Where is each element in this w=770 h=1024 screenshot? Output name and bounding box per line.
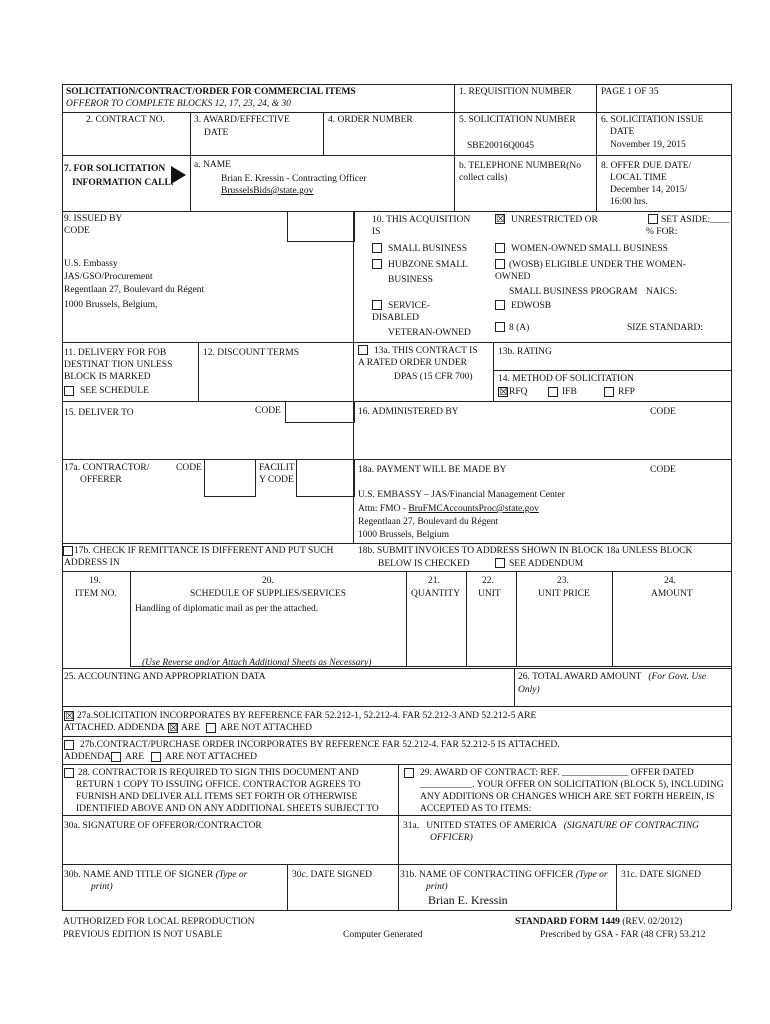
- div: [612, 571, 613, 666]
- sdvosb-checkbox[interactable]: [372, 300, 382, 310]
- solicitation-number-value: SBE20016Q0045: [467, 141, 535, 151]
- invoice-label-2: BELOW IS CHECKED: [378, 559, 470, 569]
- 27a-are-not-checkbox[interactable]: [206, 723, 216, 733]
- 27b-are-label: ARE: [125, 752, 144, 762]
- reverse-sheets-note: (Use Reverse and/or Attach Additional Sheets as Necessary): [142, 658, 372, 668]
- form-title: SOLICITATION/CONTRACT/ORDER FOR COMMERCIAL ITEMS: [66, 87, 356, 97]
- div: [287, 864, 288, 910]
- 28-checkbox[interactable]: [64, 768, 74, 778]
- page-number: PAGE 1 OF 35: [601, 87, 659, 97]
- 27a-are-checkbox[interactable]: ☒: [169, 723, 178, 734]
- col-unit-num: 22.: [482, 576, 494, 586]
- div: [62, 112, 731, 113]
- signer-name-label: [64, 869, 247, 881]
- 27a-label: 27a.SOLICITATION INCORPORATES BY REFERENCE FAR 52.212-1, 52.212-4. FAR 52.212-3 AND 52.212-5 ARE: [77, 711, 537, 721]
- col-quantity-num: 21.: [428, 576, 440, 586]
- div: [190, 155, 191, 211]
- col-quantity: QUANTITY: [411, 589, 461, 599]
- 27a-checkbox[interactable]: ☒: [65, 711, 74, 722]
- issued-by-code-label: CODE: [64, 226, 90, 236]
- wosb-label: (WOSB) ELIGIBLE UNDER THE WOMEN-: [509, 260, 686, 270]
- div: [62, 543, 731, 544]
- deliver-code-box: [285, 401, 355, 423]
- div: [198, 342, 199, 401]
- div: [406, 571, 407, 666]
- co-name-text: 31b. NAME OF CONTRACTING OFFICER: [400, 870, 574, 880]
- co-name-value: Brian E. Kressin: [428, 893, 508, 907]
- see-addendum-label: SEE ADDENDUM: [509, 559, 584, 569]
- offeror-date-label: 30c. DATE SIGNED: [292, 870, 372, 880]
- rfp-label: RFP: [618, 387, 635, 397]
- set-aside-checkbox[interactable]: [648, 214, 658, 224]
- method-label: 14. METHOD OF SOLICITATION: [498, 374, 634, 384]
- div: [62, 864, 731, 865]
- hubzone-label-2: BUSINESS: [388, 275, 433, 285]
- payment-label: 18a. PAYMENT WILL BE MADE BY: [358, 465, 507, 475]
- footer-computer-generated: Computer Generated: [343, 930, 423, 940]
- hubzone-checkbox[interactable]: [372, 259, 382, 269]
- col-unit-price-num: 23.: [557, 576, 569, 586]
- ifb-checkbox[interactable]: [548, 387, 558, 397]
- 27b-are-not-label: ARE NOT ATTACHED: [165, 752, 257, 762]
- contact-name-value: Brian E. Kressin - Contracting Officer: [221, 174, 367, 184]
- telephone-label: b. TELEPHONE NUMBER(No: [459, 161, 582, 171]
- footer-reproduction: AUTHORIZED FOR LOCAL REPRODUCTION: [63, 917, 255, 927]
- bottom-border: [62, 910, 731, 911]
- solicitation-number-label: 5. SOLICITATION NUMBER: [459, 115, 576, 125]
- contractor-sign-label-2: RETURN 1 COPY TO ISSUING OFFICE. CONTRACTOR AGREES TO: [76, 780, 361, 790]
- offeror-signature-label: 30a. SIGNATURE OF OFFEROR/CONTRACTOR: [64, 821, 262, 831]
- footer-previous-edition: PREVIOUS EDITION IS NOT USABLE: [63, 930, 223, 940]
- contractor-label: 17a. CONTRACTOR/: [64, 463, 150, 473]
- hubzone-label: HUBZONE SMALL: [388, 260, 468, 270]
- small-business-label: SMALL BUSINESS: [388, 244, 468, 254]
- div: [454, 84, 455, 211]
- footer-form-rev: (REV. 02/2012): [622, 917, 683, 927]
- form-subtitle: OFFEROR TO COMPLETE BLOCKS 12, 17, 23, 24, & 30: [66, 99, 291, 109]
- 27b-are-checkbox[interactable]: [111, 752, 121, 762]
- 27a-addenda-label: ATTACHED. ADDENDA: [64, 723, 165, 733]
- edwosb-label: EDWOSB: [511, 301, 552, 311]
- delivery-fob-label-2: DESTINAT TION UNLESS: [64, 360, 173, 370]
- total-award-label: [518, 671, 706, 683]
- div: [516, 571, 517, 666]
- acquisition-label-2: IS: [372, 227, 381, 237]
- size-standard-label: SIZE STANDARD:: [627, 323, 704, 333]
- div: [353, 342, 354, 401]
- col-amount-num: 24.: [664, 576, 676, 586]
- sb-program-label: SMALL BUSINESS PROGRAM: [509, 287, 638, 297]
- invoice-label: 18b. SUBMIT INVOICES TO ADDRESS SHOWN IN BLOCK 18a UNLESS BLOCK: [358, 546, 693, 556]
- contractor-sign-label: 28. CONTRACTOR IS REQUIRED TO SIGN THIS DOCUMENT AND: [78, 768, 359, 778]
- ifb-label: IFB: [562, 387, 577, 397]
- payment-address-line: 1000 Brussels, Belgium: [358, 530, 450, 540]
- delivery-fob-label-3: BLOCK IS MARKED: [64, 372, 151, 382]
- delivery-fob-label: 11. DELIVERY FOR FOB: [64, 348, 167, 358]
- signer-name-label-2: print): [91, 882, 113, 892]
- unrestricted-checkbox[interactable]: ☒: [496, 214, 505, 225]
- edwosb-checkbox[interactable]: [495, 300, 505, 310]
- div: [62, 571, 731, 572]
- top-border: [62, 84, 731, 85]
- eight-a-label: 8 (A): [509, 323, 530, 333]
- discount-terms-label: 12. DISCOUNT TERMS: [203, 348, 299, 358]
- co-signature-sig: (SIGNATURE OF CONTRACTING: [563, 821, 700, 831]
- co-signature-num: 31a.: [403, 821, 420, 831]
- remittance-label-2: ADDRESS IN: [64, 558, 120, 568]
- right-border: [731, 84, 732, 910]
- set-aside-label: SET ASIDE:____: [661, 215, 730, 225]
- payment-address-line: [358, 503, 539, 515]
- div: [62, 706, 731, 707]
- div: [493, 342, 494, 401]
- telephone-label-2: collect calls): [459, 173, 508, 183]
- co-name-label-2: print): [426, 882, 448, 892]
- div: [493, 370, 731, 371]
- left-border: [62, 84, 63, 910]
- col-schedule: SCHEDULE OF SUPPLIES/SERVICES: [190, 589, 347, 599]
- remittance-label: 17b. CHECK IF REMITTANCE IS DIFFERENT AND PUT SUCH: [74, 546, 334, 556]
- col-schedule-num: 20.: [262, 576, 274, 586]
- award-contract-label: 29. AWARD OF CONTRACT: REF. ______________ OFFER DATED: [420, 768, 694, 778]
- contractor-sign-label-4: IDENTIFIED ABOVE AND ON ANY ADDITIONAL SHEETS SUBJECT TO: [76, 804, 379, 814]
- 27a-are-not-label: ARE NOT ATTACHED: [220, 723, 312, 733]
- award-date-label-2: DATE: [204, 128, 229, 138]
- rated-order-label-2: A RATED ORDER UNDER: [358, 358, 467, 368]
- rated-order-label-3: DPAS (15 CFR 700): [394, 372, 473, 382]
- contact-name-label: a. NAME: [194, 160, 231, 170]
- total-award-text: 26. TOTAL AWARD AMOUNT: [518, 672, 642, 682]
- issued-code-box: [287, 211, 355, 242]
- co-name-label: [400, 869, 608, 881]
- wosb-checkbox[interactable]: [495, 259, 505, 269]
- signer-name-text: 30b. NAME AND TITLE OF SIGNER: [64, 870, 214, 880]
- rated-order-checkbox[interactable]: [358, 345, 368, 355]
- div: [514, 668, 515, 706]
- requisition-number-label: 1. REQUISITION NUMBER: [459, 87, 572, 97]
- acquisition-label: 10. THIS ACQUISITION: [372, 215, 471, 225]
- issue-date-label-2: DATE: [610, 127, 635, 137]
- women-owned-checkbox[interactable]: [495, 243, 505, 253]
- div: [62, 401, 731, 402]
- co-date-label: 31c. DATE SIGNED: [621, 870, 701, 880]
- payment-email-link[interactable]: BruFMCAccountsProc@state.gov: [408, 504, 539, 514]
- div: [190, 112, 191, 155]
- info-call-label: 7. FOR SOLICITATION: [64, 164, 166, 174]
- co-signature-usa: UNITED STATES OF AMERICA: [426, 821, 557, 831]
- contact-email-link[interactable]: BrusselsBids@state.gov: [221, 186, 314, 196]
- award-date-label: 3. AWARD/EFFECTIVE: [194, 115, 290, 125]
- div: [62, 736, 731, 737]
- award-contract-label-4: ACCEPTED AS TO ITEMS:: [420, 804, 532, 814]
- div: [398, 764, 399, 910]
- facility-code-box: [296, 459, 355, 497]
- div: [466, 571, 467, 666]
- payment-address-line: U.S. EMBASSY – JAS/Financial Management Center: [358, 490, 565, 500]
- offer-due-label: 8. OFFER DUE DATE/: [601, 161, 692, 171]
- issue-date-value: November 19, 2015: [610, 140, 686, 150]
- facility-code-label: FACILIT: [259, 463, 295, 473]
- see-schedule-label: SEE SCHEDULE: [80, 386, 149, 396]
- contractor-code-label: CODE: [176, 463, 202, 473]
- total-award-govt: (For Govt. Use: [648, 672, 707, 682]
- offer-due-time-value: 16:00 hrs.: [610, 197, 648, 207]
- co-signature-label-2: OFFICER): [430, 833, 473, 843]
- sdvosb-label-3: VETERAN-OWNED: [388, 328, 471, 338]
- div: [616, 864, 617, 910]
- div: [323, 112, 324, 155]
- div: [596, 84, 597, 211]
- div: [62, 459, 731, 460]
- div: [62, 815, 731, 816]
- col-item-no-num: 19.: [89, 576, 101, 586]
- see-schedule-checkbox[interactable]: [64, 386, 74, 396]
- set-aside-percent-label: % FOR:: [646, 227, 678, 237]
- div: [62, 211, 731, 212]
- unrestricted-label: UNRESTRICTED OR: [511, 215, 598, 225]
- div: [62, 764, 731, 765]
- contract-no-label: 2. CONTRACT NO.: [86, 115, 165, 125]
- local-time-label: LOCAL TIME: [610, 173, 667, 183]
- 27b-label: 27b.CONTRACT/PURCHASE ORDER INCORPORATES BY REFERENCE FAR 52.212-4. FAR 52.212-5 IS ATTACHED.: [80, 740, 560, 750]
- 27b-checkbox[interactable]: [64, 740, 74, 750]
- arrow-right-icon: [171, 166, 186, 184]
- issue-date-label: 6. SOLICITATION ISSUE: [601, 115, 704, 125]
- div: [62, 342, 731, 343]
- 27b-addenda-label: ADDENDA: [64, 752, 111, 762]
- 29-checkbox[interactable]: [404, 768, 414, 778]
- col-unit: UNIT: [478, 589, 501, 599]
- contractor-label-2: OFFERER: [80, 475, 122, 485]
- rfq-checkbox[interactable]: ☒: [499, 387, 508, 398]
- payment-code-label: CODE: [650, 465, 676, 475]
- info-call-label-2: INFORMATION CALL:: [72, 178, 174, 188]
- women-owned-label: WOMEN-OWNED SMALL BUSINESS: [511, 244, 668, 254]
- co-signature-label: [403, 820, 699, 832]
- small-business-checkbox[interactable]: [372, 243, 382, 253]
- naics-label: NAICS:: [646, 287, 678, 297]
- total-award-label-2: Only): [518, 685, 540, 695]
- 27b-are-not-checkbox[interactable]: [151, 752, 161, 762]
- sdvosb-label-2: DISABLED: [372, 313, 419, 323]
- rated-order-label: 13a. THIS CONTRACT IS: [374, 346, 478, 356]
- payment-address-line: Regentlaan 27, Boulevard du Régent: [358, 517, 499, 527]
- remittance-checkbox[interactable]: [63, 546, 73, 556]
- footer-prescribed: Prescribed by GSA - FAR (48 CFR) 53.212: [540, 930, 706, 940]
- col-item-no: ITEM NO.: [75, 589, 117, 599]
- rfp-checkbox[interactable]: [604, 387, 614, 397]
- rfq-label: RFQ: [509, 387, 528, 397]
- payment-attn-prefix: Attn: FMO -: [358, 504, 409, 514]
- wosb-label-2: OWNED: [495, 272, 531, 282]
- award-contract-label-2: ___________. YOUR OFFER ON SOLICITATION (BLOCK 5), INCLUDING: [420, 780, 724, 790]
- col-amount: AMOUNT: [651, 589, 693, 599]
- issued-by-label: 9. ISSUED BY: [64, 214, 123, 224]
- deliver-code-label: CODE: [255, 406, 281, 416]
- offer-due-date-value: December 14, 2015/: [610, 185, 688, 195]
- div: [62, 155, 731, 156]
- deliver-to-label: 15. DELIVER TO: [64, 408, 134, 418]
- eight-a-checkbox[interactable]: [495, 322, 505, 332]
- issuer-address-line: U.S. Embassy: [64, 259, 118, 269]
- schedule-item-description: Handling of diplomatic mail as per the attached.: [135, 604, 319, 614]
- footer-form-id: [515, 916, 682, 928]
- footer-form-name: STANDARD FORM 1449: [515, 917, 620, 927]
- co-name-type: (Type or: [575, 870, 608, 880]
- order-number-label: 4. ORDER NUMBER: [328, 115, 413, 125]
- issuer-address-line: 1000 Brussels, Belgium,: [64, 300, 158, 310]
- rating-label: 13b. RATING: [498, 347, 552, 357]
- signer-name-type: (Type or: [215, 870, 248, 880]
- issuer-address-line: JAS/GSO/Procurement: [64, 272, 153, 282]
- col-unit-price: UNIT PRICE: [538, 589, 590, 599]
- issuer-address-line: Regentlaan 27, Boulevard du Régent: [64, 285, 205, 295]
- administered-by-label: 16. ADMINISTERED BY: [358, 407, 459, 417]
- award-contract-label-3: ANY ADDITIONS OR CHANGES WHICH ARE SET FORTH HEREIN, IS: [420, 792, 715, 802]
- administered-code-label: CODE: [650, 407, 676, 417]
- see-addendum-checkbox[interactable]: [495, 558, 505, 568]
- sdvosb-label: SERVICE-: [388, 301, 430, 311]
- facility-code-label-2: Y CODE: [259, 475, 294, 485]
- contractor-sign-label-3: FURNISH AND DELIVER ALL ITEMS SET FORTH OR OTHERWISE: [76, 792, 358, 802]
- div: [130, 571, 131, 666]
- contractor-code-box: [204, 459, 256, 497]
- 27a-are-label: ARE: [181, 723, 200, 733]
- accounting-label: 25. ACCOUNTING AND APPROPRIATION DATA: [64, 672, 266, 682]
